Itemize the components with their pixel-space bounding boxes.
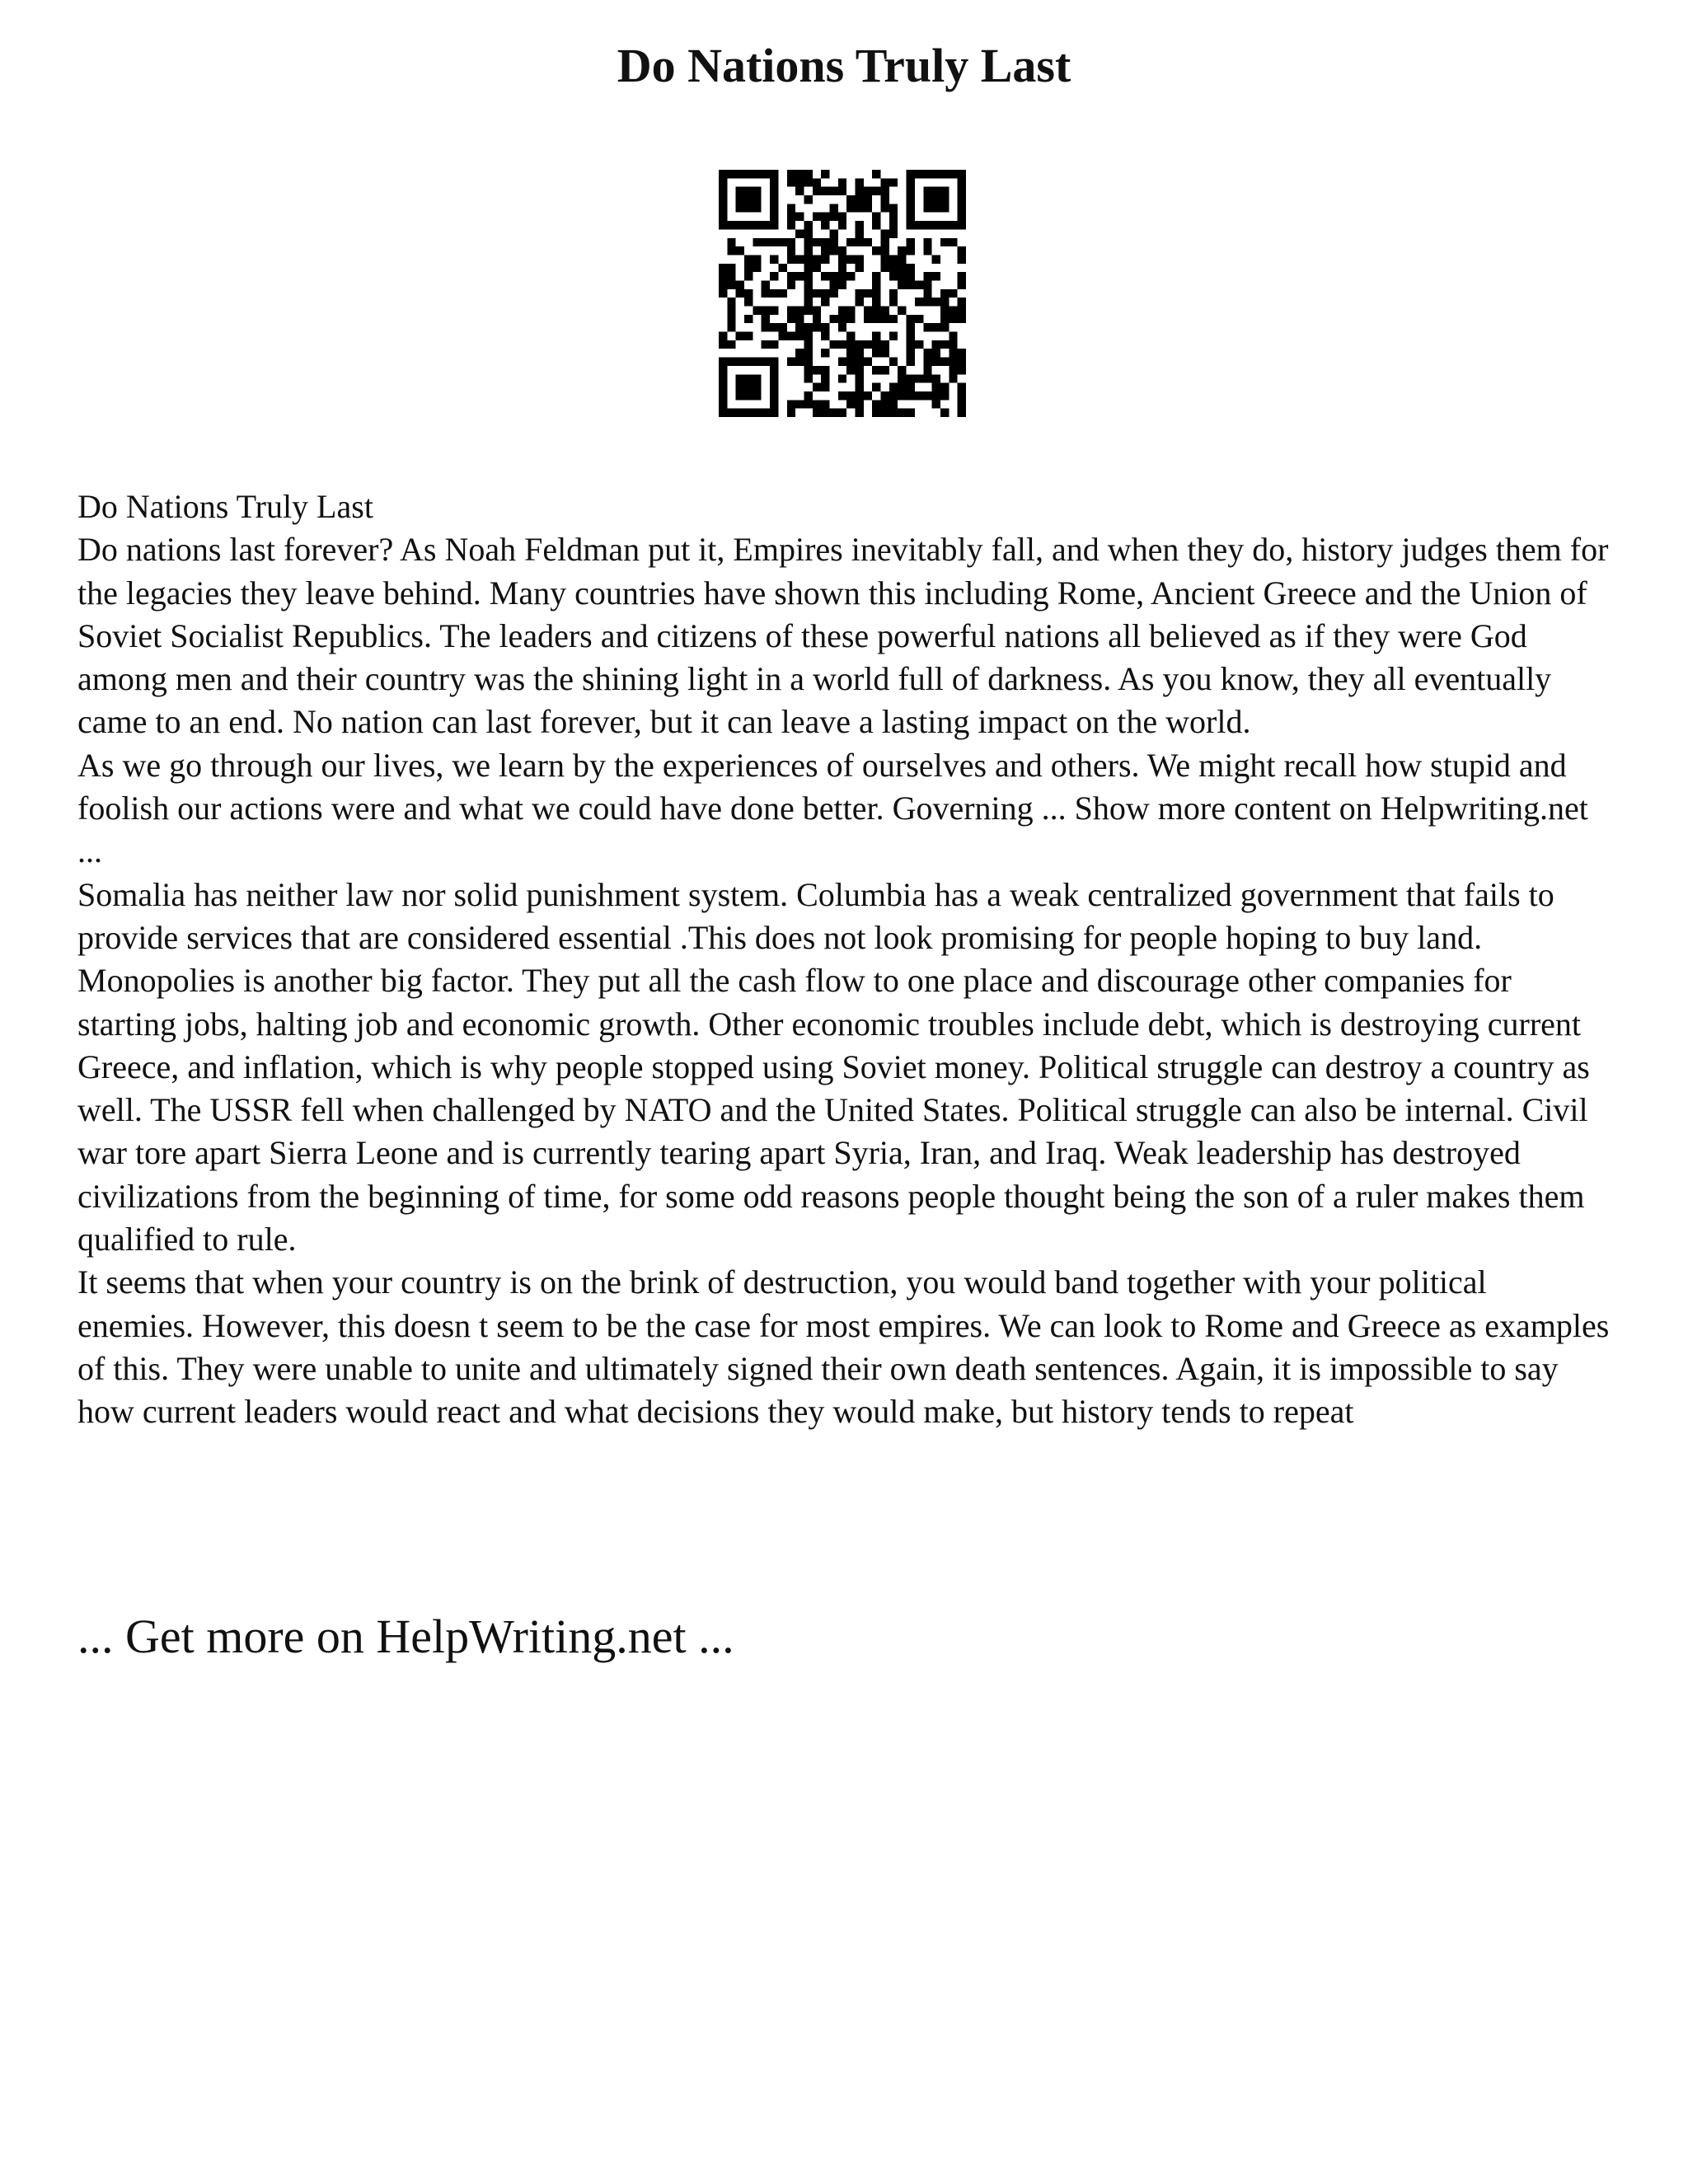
paragraph: Somalia has neither law nor solid punishment system. Columbia has a weak centralized government that fails to provide services that are considered essential .This does not look promising for people hoping to buy land. Monopolies is another big factor. They put all the cash flow to one place and discourage other companies for starting jobs, halting job and economic growth. Other economic troubles include debt, which is destroying current Greece, and inflation, which is why people stopped using Soviet money. Political struggle can destroy a country as well. The USSR fell when challenged by NATO and the United States. Political struggle can also be internal. Civil war tore apart Sierra Leone and is currently tearing apart Syria, Iran, and Iraq. Weak leadership has destroyed civilizations from the beginning of time, for some odd reasons people thought being the son of a ruler makes them qualified to rule. bbox=[77, 875, 1590, 1258]
paragraph: Do nations last forever? As Noah Feldman put it, Empires inevitably fall, and when they do, history judges them for the legacies they leave behind. Many countries have shown this including Rome, Ancient Greece and the Union of Soviet Socialist Republics. The leaders and citizens of these powerful nations all believed as if they were God among men and their country was the shining light in a world full of darkness. As you know, they all eventually came to an end. No nation can last forever, but it can leave a lasting impact on the world. bbox=[77, 531, 1609, 741]
article-body bbox=[77, 485, 1611, 1434]
paragraph: It seems that when your country is on the brink of destruction, you would band together with your political enemies. However, this doesn t seem to be the case for most empires. We can look to Rome and Greece as examples of this. They were unable to unite and ultimately signed their own death sentences. Again, it is impossible to say how current leaders would react and what decisions they would make, but history tends to repeat bbox=[77, 1263, 1610, 1431]
article-heading: Do Nations Truly Last bbox=[77, 488, 373, 525]
qr-code-icon bbox=[719, 170, 966, 417]
paragraph: As we go through our lives, we learn by the experiences of ourselves and others. We might recall how stupid and foolish our actions were and what we could have done better. Governing ... Show more content on Helpwriting.net ... bbox=[77, 746, 1588, 870]
page-title: Do Nations Truly Last bbox=[617, 39, 1071, 92]
get-more-link[interactable]: ... Get more on HelpWriting.net ... bbox=[77, 1610, 734, 1663]
